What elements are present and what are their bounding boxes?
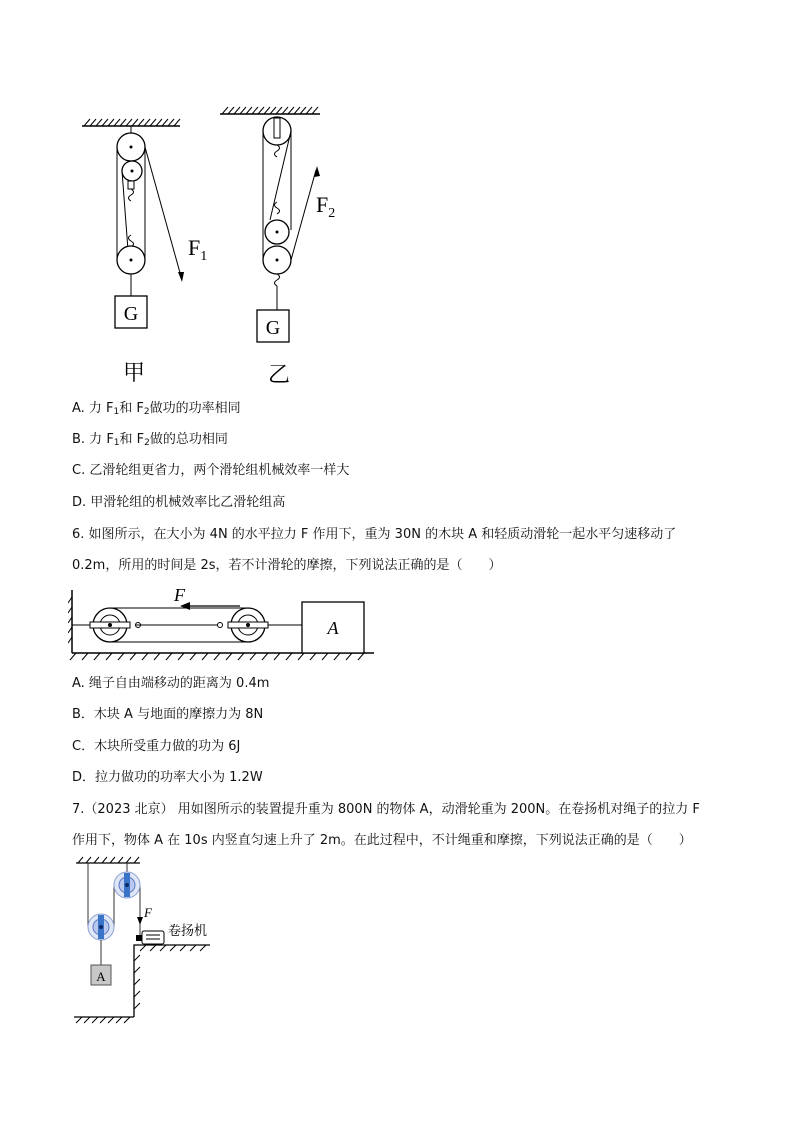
q7-stem-line1: 7.（2023 北京） 用如图所示的装置提升重为 800N 的物体 A，动滑轮重为 200N。在卷扬机对绳子的拉力 F — [72, 802, 700, 817]
figure-right-caption: 乙 — [267, 363, 291, 388]
q5-option-d: D. 甲滑轮组的机械效率比乙滑轮组高 — [72, 495, 286, 510]
q5-option-c: C. 乙滑轮组更省力，两个滑轮组机械效率一样大 — [72, 463, 350, 478]
pulley-systems-figure — [70, 100, 370, 390]
q7-force-label: F — [144, 905, 152, 920]
winch-pulley-figure — [70, 855, 230, 1030]
q6-stem-line2: 0.2m，所用的时间是 2s，若不计滑轮的摩擦，下列说法正确的是（ ） — [72, 558, 502, 573]
force2-label: $F_2$ — [316, 192, 336, 221]
weight-right-label: G — [265, 317, 281, 339]
figure-left-caption: 甲 — [122, 361, 146, 386]
horizontal-pulley-figure — [68, 585, 378, 665]
q5-option-a: A. 力 $F_1$和 $F_2$做功的功率相同 — [72, 401, 241, 417]
q6-option-a: A. 绳子自由端移动的距离为 0.4m — [72, 676, 270, 691]
q7-block-label: A — [96, 969, 106, 984]
weight-left-label: G — [123, 303, 139, 325]
q6-option-c: C．木块所受重力做的功为 6J — [72, 739, 241, 754]
q6-option-b: B．木块 A 与地面的摩擦力为 8N — [72, 707, 264, 722]
q6-force-label: F — [174, 585, 185, 605]
q7-stem-line2: 作用下，物体 A 在 10s 内竖直匀速上升了 2m。在此过程中，不计绳重和摩擦，下列说法正确的是（ ） — [72, 833, 692, 848]
force1-label: $F_1$ — [188, 235, 208, 264]
q6-option-d: D．拉力做功的功率大小为 1.2W — [72, 770, 263, 785]
q6-block-label: A — [327, 618, 339, 638]
q6-stem-line1: 6. 如图所示，在大小为 4N 的水平拉力 F 作用下，重为 30N 的木块 A 和轻质动滑轮一起水平匀速移动了 — [72, 527, 677, 542]
q5-option-b: B. 力 $F_1$和 $F_2$做的总功相同 — [72, 432, 228, 448]
q7-winch-label: 卷扬机 — [168, 924, 208, 939]
